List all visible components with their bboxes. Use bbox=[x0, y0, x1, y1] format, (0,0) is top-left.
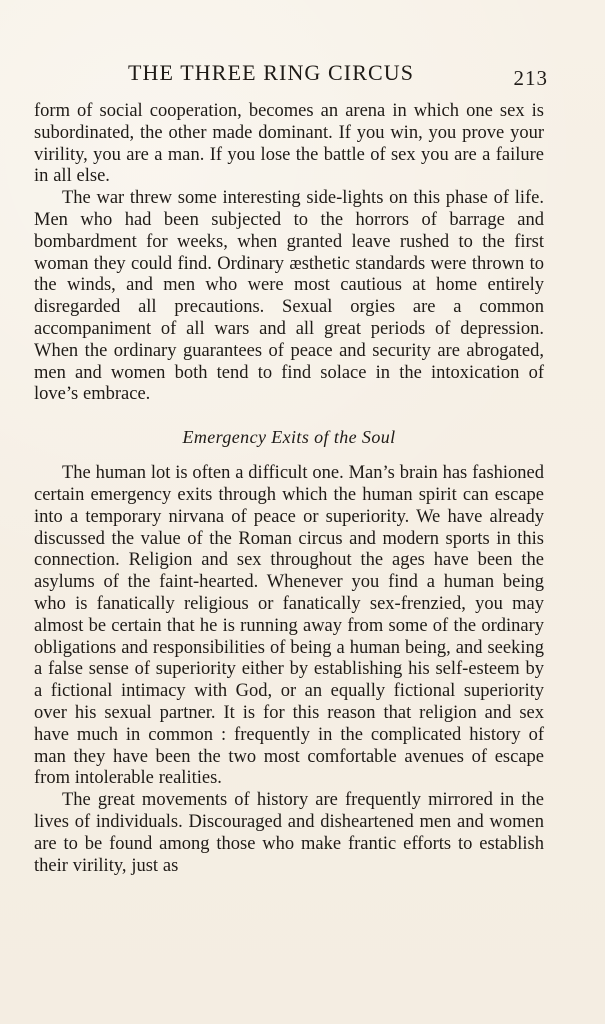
page-number: 213 bbox=[513, 66, 548, 90]
paragraph-4: The great movements of history are frequently mirrored in the lives of individuals. Discouraged and disheartened men and women are to be found among those who make frantic efforts to establish their virility, just as bbox=[34, 790, 544, 876]
paragraph-1: form of social cooperation, becomes an arena in which one sex is subordinated, the other made dominant. If you win, you prove your virility, you are a man. If you lose the battle of sex you are a failure in all else. bbox=[34, 101, 544, 187]
paragraph-2: The war threw some interesting side-lights on this phase of life. Men who had been subjected to the horrors of barrage and bombardment for weeks, when granted leave rushed to the first woman they could find. Ordinary æsthetic standards were thrown to the winds, and men who were most cautious at home entirely disregarded all precautions. Sexual orgies are a common accompaniment of all wars and all great periods of depression. When the ordinary guarantees of peace and security are abrogated, men and women both tend to find solace in the intoxication of love’s embrace. bbox=[34, 188, 544, 405]
section-heading: Emergency Exits of the Soul bbox=[182, 427, 396, 448]
running-title: THE THREE RING CIRCUS bbox=[128, 60, 415, 85]
paragraph-3: The human lot is often a difficult one. Man’s brain has fashioned certain emergency exits through which the human spirit can escape into a temporary nirvana of peace or superiority. We have already discussed the value of the Roman circus and modern sports in this connection. Religion and sex throughout the ages have been the asylums of the faint-hearted. Whenever you find a human being who is fanatically religious or fanatically sex-frenzied, you may almost be certain that he is running away from some of the ordinary obligations and responsibilities of being a human being, and seeking a false sense of superiority either by establishing his self-esteem by a fictional intimacy with God, or an equally fictional superiority over his sexual partner. It is for this reason that religion and sex have much in common : frequently in the complicated history of man they have been the two most comfortable avenues of escape from intolerable realities. bbox=[34, 463, 544, 789]
page-body bbox=[34, 101, 544, 877]
running-head bbox=[118, 58, 548, 88]
